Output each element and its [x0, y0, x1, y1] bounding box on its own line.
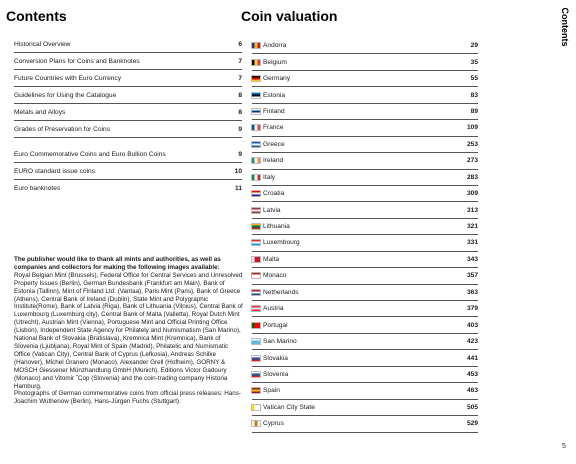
country-row[interactable] [252, 235, 478, 251]
flag-icon [252, 142, 260, 147]
country-name: Austria [263, 305, 284, 313]
country-row[interactable] [252, 54, 478, 70]
flag-icon [252, 125, 260, 130]
country-page-number: 343 [466, 255, 478, 263]
country-name: Croatia [263, 190, 285, 198]
country-row[interactable] [252, 71, 478, 87]
country-name: Netherlands [263, 288, 299, 296]
country-label [252, 190, 284, 197]
country-row[interactable] [252, 153, 478, 169]
country-name: Slovakia [263, 354, 288, 362]
flag-icon [252, 158, 260, 163]
acknowledgements [14, 256, 244, 406]
country-label [252, 355, 288, 362]
country-row[interactable] [252, 268, 478, 284]
toc-page-number: 10 [234, 168, 242, 175]
country-row[interactable] [252, 400, 478, 416]
country-page-number: 83 [470, 91, 478, 99]
toc-row[interactable] [14, 104, 242, 121]
country-name: Finland [263, 107, 285, 115]
country-name: Lithuania [263, 223, 290, 231]
country-row[interactable] [252, 416, 478, 432]
country-page-number: 55 [470, 75, 478, 83]
flag-icon [252, 93, 260, 98]
toc-row[interactable] [14, 70, 242, 87]
country-page-number: 253 [466, 140, 478, 148]
country-label [252, 420, 284, 427]
country-name: Malta [263, 255, 280, 263]
flag-icon [252, 356, 260, 361]
toc-title: Historical Overview [14, 41, 71, 48]
country-label [252, 92, 285, 99]
toc-title: Grades of Preservation for Coins [14, 126, 111, 133]
toc-row[interactable] [14, 87, 242, 104]
country-name: Andorra [263, 42, 287, 50]
country-row[interactable] [252, 202, 478, 218]
flag-icon [252, 109, 260, 114]
flag-icon [252, 323, 260, 328]
country-label [252, 322, 288, 329]
toc-page-number: 7 [238, 58, 242, 65]
flag-icon [252, 76, 260, 81]
country-name: Monaco [263, 272, 287, 280]
country-label [252, 124, 284, 131]
toc-title: Future Countries with Euro Currency [14, 75, 122, 82]
toc-page-number: 7 [238, 75, 242, 82]
acknowledgements-intro: The publisher would like to thank all mints and authorities, as well as companies and collectors for making the following images available: [14, 256, 221, 271]
country-row[interactable] [252, 104, 478, 120]
flag-icon [252, 240, 260, 245]
country-page-number: 529 [466, 420, 478, 428]
toc-page-number: 11 [235, 185, 242, 192]
country-label [252, 42, 286, 49]
country-name: Estonia [263, 91, 285, 99]
country-name: San Marino [263, 338, 297, 346]
side-section-label [555, 0, 575, 54]
country-name: Cyprus [263, 420, 284, 428]
flag-icon [252, 60, 260, 65]
flag-icon [252, 339, 260, 344]
country-name: Vatican City State [263, 403, 315, 411]
flag-icon [252, 208, 260, 213]
country-label [252, 157, 283, 164]
country-row[interactable] [252, 87, 478, 103]
country-page-number: 423 [466, 338, 478, 346]
toc-row[interactable] [14, 163, 242, 180]
coin-valuation-list [252, 38, 478, 433]
coin-valuation-heading: Coin valuation [241, 8, 338, 24]
toc-row[interactable] [14, 36, 242, 53]
country-row[interactable] [252, 383, 478, 399]
country-label [252, 338, 297, 345]
flag-icon [252, 306, 260, 311]
flag-icon [252, 273, 260, 278]
side-label-text: Contents [560, 7, 570, 47]
flag-icon [252, 43, 260, 48]
country-page-number: 357 [466, 272, 478, 280]
country-page-number: 363 [466, 288, 478, 296]
toc-page-number: 9 [238, 151, 242, 158]
toc-row[interactable] [14, 53, 242, 70]
country-page-number: 109 [466, 124, 478, 132]
country-page-number: 505 [466, 403, 478, 411]
country-page-number: 379 [466, 305, 478, 313]
country-label [252, 272, 286, 279]
flag-icon [252, 388, 260, 393]
flag-icon [252, 421, 260, 426]
country-row[interactable] [252, 219, 478, 235]
country-label [252, 75, 290, 82]
country-page-number: 463 [466, 387, 478, 395]
country-page-number: 321 [466, 223, 478, 231]
page-number: 5 [562, 443, 566, 450]
country-row[interactable] [252, 170, 478, 186]
toc-title: Euro banknotes [14, 185, 61, 192]
flag-icon [252, 175, 260, 180]
toc-title: Conversion Plans for Coins and Banknotes [14, 58, 140, 65]
country-page-number: 453 [466, 370, 478, 378]
toc-row[interactable] [14, 138, 242, 163]
country-label [252, 289, 299, 296]
contents-list [14, 36, 242, 196]
flag-icon [252, 191, 260, 196]
country-row[interactable] [252, 317, 478, 333]
country-name: Germany [263, 75, 291, 83]
country-page-number: 309 [466, 190, 478, 198]
country-page-number: 89 [470, 107, 478, 115]
country-row[interactable] [252, 334, 478, 350]
country-page-number: 29 [470, 42, 478, 50]
country-label [252, 256, 279, 263]
toc-title: EURO standard issue coins [14, 168, 95, 175]
country-label [252, 223, 290, 230]
country-page-number: 273 [466, 157, 478, 165]
country-row[interactable] [252, 252, 478, 268]
toc-row[interactable] [14, 180, 242, 196]
flag-icon [252, 405, 260, 410]
country-label [252, 371, 288, 378]
country-label [252, 207, 281, 214]
flag-icon [252, 290, 260, 295]
country-name: Portugal [263, 321, 288, 329]
country-label [252, 108, 285, 115]
country-name: Latvia [263, 206, 281, 214]
country-row[interactable] [252, 186, 478, 202]
country-page-number: 35 [470, 58, 478, 66]
country-page-number: 403 [466, 321, 478, 329]
country-row[interactable] [252, 120, 478, 136]
country-row[interactable] [252, 301, 478, 317]
country-row[interactable] [252, 350, 478, 366]
toc-title: Guidelines for Using the Catalogue [14, 92, 117, 99]
acknowledgements-body: Royal Belgian Mint (Brussels), Federal Office for Central Services and Unresolved Property Issues (Berlin), German Bundesbank (Frankfurt am Main), Bank of Estonia (Tallinn), Mint of Finland Ltd. (Vantaa), Paris Mint (Paris), Bank of Greece (Athens), Central Bank of Ireland (Dublin), State Mint and Polygraphic Institute(Rome), Bank of Latvia (Riga), Bank of Lithuania (Vilnius), Central Bank of Luxembourg (Luxemburg city), Central Bank of Malta (Valletta), Royal Dutch Mint (Utrecht), Austrian Mint (Vienna), Portuguese Mint and Official Printing Office (Lisbon), Independent State Agency for Philately and Numismatism (San Marino), National Bank of Slovakia (Bratislava), Kremnica Mint (Kremnica), Bank of Slovenia (Ljubljana), Royal Mint of Spain (Madrid), Philatelic and Numismatic Office (Vatican City), Central Bank of Cyprus (Lefkosia), Andreas Schilke (Hanover), Michel Granero (Monaco), Alexander Grell (Hofheim), GORNY & MOSCH Giessener Münzhandlung GmbH (Munich), Editions Victor Gadoury (Monaco) and Vitomir ˇCop (Slovenia) and the coin-trading company Historia Hamburg. Photographs of German commemorative coins from official press releases: Hans-Joachim Wuthenow (Berlin), Hans-Jürgen Fuchs (Stuttgart). [14, 271, 243, 406]
country-label [252, 59, 287, 66]
country-label [252, 387, 280, 394]
country-name: Greece [263, 140, 285, 148]
toc-page-number: 6 [238, 41, 242, 48]
country-row[interactable] [252, 137, 478, 153]
flag-icon [252, 224, 260, 229]
contents-heading: Contents [6, 8, 67, 24]
country-label [252, 404, 315, 411]
country-label [252, 174, 275, 181]
country-name: Slovenia [263, 370, 289, 378]
country-name: Luxembourg [263, 239, 300, 247]
country-row[interactable] [252, 38, 478, 54]
country-row[interactable] [252, 367, 478, 383]
flag-icon [252, 257, 260, 262]
country-name: Italy [263, 173, 276, 181]
country-row[interactable] [252, 285, 478, 301]
country-page-number: 313 [466, 206, 478, 214]
country-name: France [263, 124, 284, 132]
country-label [252, 305, 284, 312]
country-page-number: 441 [466, 354, 478, 362]
toc-row[interactable] [14, 121, 242, 138]
country-label [252, 239, 300, 246]
toc-title: Metals and Alloys [14, 109, 66, 116]
country-page-number: 331 [466, 239, 478, 247]
country-name: Belgium [263, 58, 287, 66]
country-page-number: 283 [466, 173, 478, 181]
toc-page-number: 8 [238, 92, 242, 99]
country-name: Ireland [263, 157, 284, 165]
toc-page-number: 8 [238, 109, 242, 116]
flag-icon [252, 372, 260, 377]
country-name: Spain [263, 387, 280, 395]
country-label [252, 141, 285, 148]
toc-title: Euro Commemorative Coins and Euro Bullion Coins [14, 151, 166, 158]
toc-page-number: 9 [238, 126, 242, 133]
